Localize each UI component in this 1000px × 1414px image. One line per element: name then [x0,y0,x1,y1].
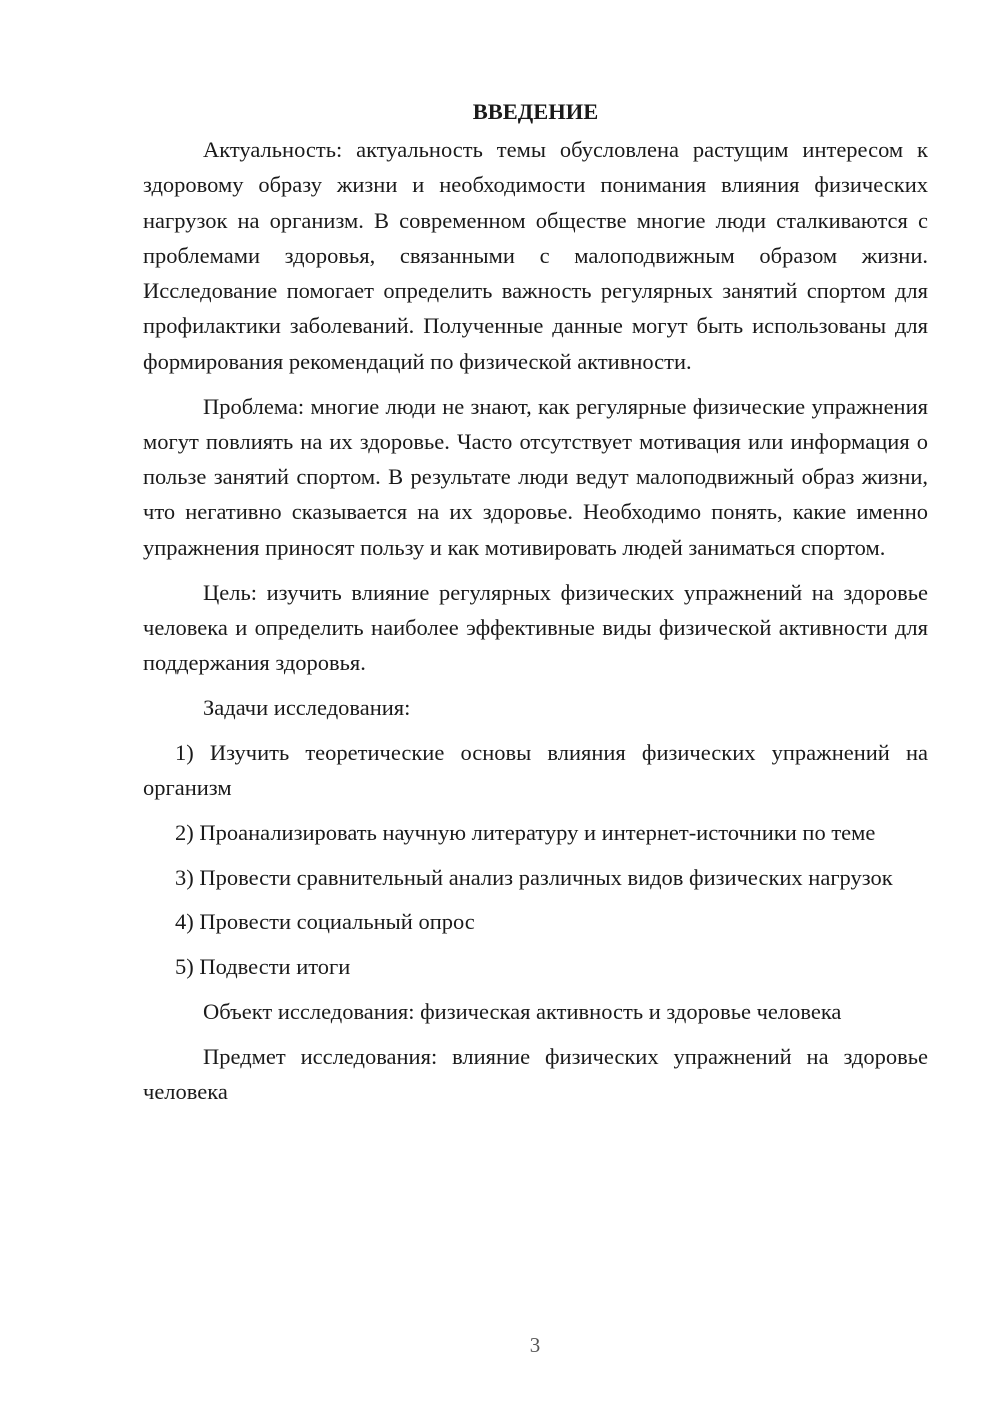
task-item-2: 2) Проанализировать научную литературу и интернет-источники по теме [175,819,876,845]
task-item-4: 4) Провести социальный опрос [175,909,475,935]
task-item-1: 1) Изучить теоретические основы влияния физических упражнений на организм [143,739,928,801]
task-item-5: 5) Подвести итоги [175,954,351,980]
paragraph-problem: Проблема: многие люди не знают, как регулярные физические упражнения могут повлиять на их здоровье. Часто отсутствует мотивация или информация о пользе занятий спортом. В результате люди ведут малоподвижный образ жизни, что негативно сказывается на их здоровье. Необходимо понять, какие именно упражнения приносят пользу и как мотивировать людей заниматься спортом. [143,393,928,560]
paragraph-relevance: Актуальность: актуальность темы обусловлена растущим интересом к здоровому образу жизни и необходимости понимания влияния физических нагрузок на организм. В современном обществе многие люди сталкиваются с проблемами здоровья, связанными с малоподвижным образом жизни. Исследование помогает определить важность регулярных занятий спортом для профилактики заболеваний. Полученные данные могут быть использованы для формирования рекомендаций по физической активности. [143,137,928,374]
task-item-3: 3) Провести сравнительный анализ различных видов физических нагрузок [175,864,893,890]
tasks-title: Задачи исследования: [203,694,411,720]
page-number: 3 [529,1333,541,1357]
page-content [143,94,928,1119]
paragraph-goal: Цель: изучить влияние регулярных физических упражнений на здоровье человека и определить наиболее эффективные виды физической активности для поддержания здоровья. [143,579,928,676]
paragraph-subject: Предмет исследования: влияние физических упражнений на здоровье человека [143,1043,928,1105]
paragraph-object: Объект исследования: физическая активность и здоровье человека [203,999,842,1025]
section-heading: ВВЕДЕНИЕ [472,99,599,124]
